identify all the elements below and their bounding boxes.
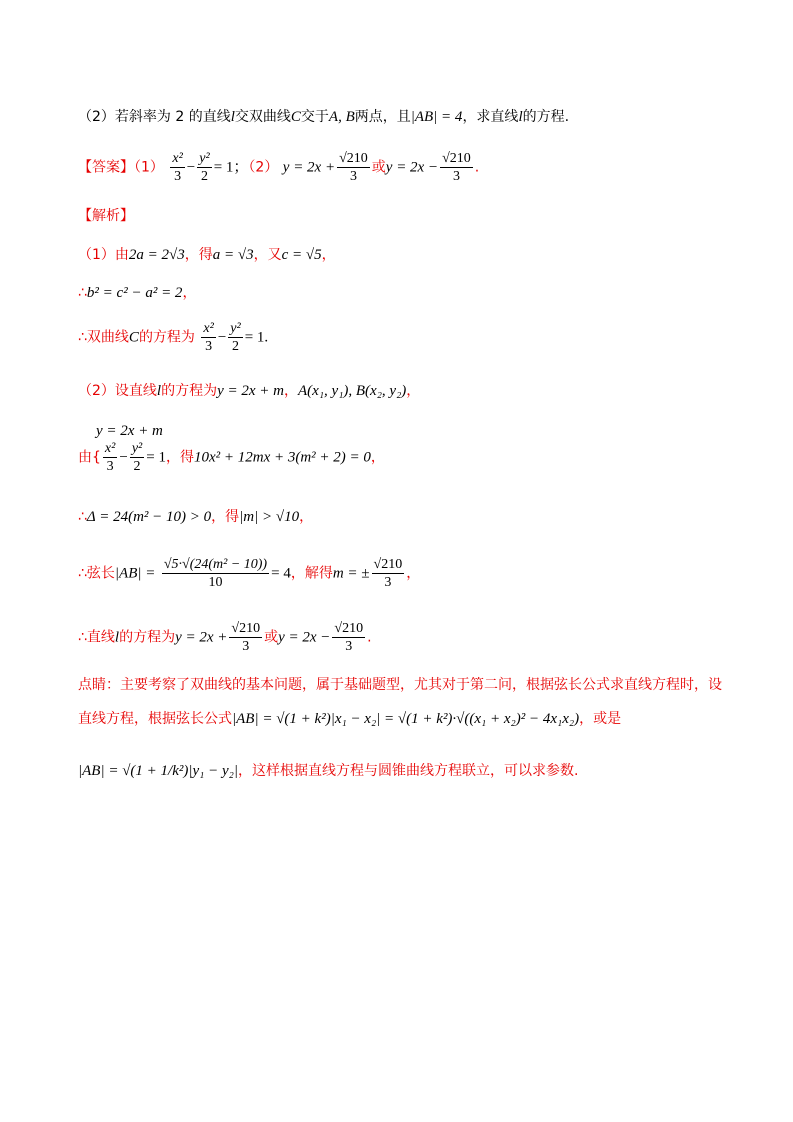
question-mid1: 交双曲线 <box>234 109 291 125</box>
var-l: l <box>230 109 235 125</box>
question-end: 的方程. <box>522 109 570 125</box>
analysis-step3: ∴双曲线C的方程为 $\frac{\text{x²}}{3}$ − $\frac{\text{y²}}{2}$ = 1. <box>78 321 269 354</box>
answer-line-b: y = 2x − <box>385 159 439 176</box>
points-ab: A, B <box>328 109 355 125</box>
eq-b2: b² = c² − a² = 2 <box>86 285 183 301</box>
answer-end: . <box>474 159 480 176</box>
fraction-y2-over-2-step5: $\frac{\text{y²}}{2}$ <box>131 441 143 474</box>
eq-c: c = √5 <box>281 247 322 263</box>
analysis-step7: ∴弦长|AB| = $\frac{\text{√5·√(24(m² − 10))}}{10}$ = 4，解得m = ± $\frac{√210}{3}$ ， <box>78 557 421 590</box>
question-prefix: （2）若斜率为 2 的直线 <box>78 109 231 125</box>
eq-a: a = √3 <box>212 247 254 263</box>
var-l-2: l <box>518 109 523 125</box>
eq-delta: Δ = 24(m² − 10) > 0 <box>86 509 212 525</box>
fraction-x2-over-3-step3: $\frac{\text{x²}}{3}$ <box>203 321 214 354</box>
var-c: C <box>290 109 301 125</box>
fraction-sqrt210-over-3-step8b: $\frac{√210}{3}$ <box>334 621 364 654</box>
fraction-y2-over-2-step3: $\frac{\text{y²}}{2}$ <box>230 321 241 354</box>
analysis-label: 【解析】 <box>78 208 134 224</box>
fraction-sqrt210-over-3: $\frac{√210}{3}$ <box>339 151 368 184</box>
answer-part2-label: （2） <box>248 159 279 176</box>
answer-label: 【答案】 <box>78 159 134 176</box>
points-a-b: A(x₁, y₁), B(x₂, y₂) <box>298 383 407 399</box>
fraction-sqrt210-over-3-step8a: $\frac{√210}{3}$ <box>231 621 261 654</box>
system-top-eq: y = 2x + m <box>96 423 163 439</box>
fraction-sqrt210-over-3-b: $\frac{√210}{3}$ <box>442 151 471 184</box>
tip-line1: 点睛：主要考察了双曲线的基本问题，属于基础题型，尤其对于第二问，根据弦长公式求直线方程时，设 <box>78 677 722 693</box>
analysis-step1: （1）由2a = 2√3，得a = √3，又c = √5， <box>78 247 336 263</box>
fraction-chord-length: $\frac{\text{√5·√(24(m² − 10))}}{10}$ <box>163 557 268 590</box>
analysis-step8: ∴直线l的方程为y = 2x + $\frac{√210}{3}$ 或y = 2x − $\frac{√210}{3}$ . <box>78 621 372 654</box>
analysis-step5: 由{ $\frac{\text{x²}}{3}$ − $\frac{\text{y²}}{2}$ = 1，得10x² + 12mx + 3(m² + 2) = 0， <box>78 441 385 474</box>
question-mid2: 交于 <box>300 109 329 125</box>
fraction-sqrt210-over-3-step7: $\frac{√210}{3}$ <box>373 557 403 590</box>
tip-line2: 直线方程，根据弦长公式|AB| = √(1 + k²)|x₁ − x₂| = √(1 + k²)·√((x₁ + x₂)² − 4x₁x₂)，或是 <box>78 711 622 727</box>
answer-line: 【答案】（1） $\frac{\text{x²}}{3}$ − $\frac{\text{y²}}{2}$ = 1；（2） y = 2x + $\frac{√210}{3}$ 或y = 2x − $\frac{√210}{3}$ . <box>78 151 480 184</box>
eq-m-pm: m = ± <box>332 565 370 582</box>
answer-line-a: y = 2x + <box>282 159 336 176</box>
answer-part1-tail: = 1； <box>213 159 249 176</box>
analysis-step6: ∴Δ = 24(m² − 10) > 0，得|m| > √10， <box>78 509 314 525</box>
question-mid3: 两点，且 <box>354 109 411 125</box>
abs-ab-step7: |AB| = <box>114 565 156 582</box>
eq-2a: 2a = 2√3 <box>128 247 185 263</box>
abs-ab: |AB| = 4 <box>410 109 463 125</box>
question-line <box>78 110 569 125</box>
answer-or: 或 <box>371 159 386 176</box>
analysis-step4: （2）设直线l的方程为y = 2x + m，A(x₁, y₁), B(x₂, y₂)， <box>78 383 421 399</box>
eq-line-m: y = 2x + m <box>217 383 284 399</box>
fraction-y2-over-2: $\frac{\text{y²}}{2}$ <box>199 151 210 184</box>
analysis-step2: ∴b² = c² − a² = 2， <box>78 285 197 301</box>
question-suffix: ，求直线 <box>462 109 519 125</box>
chord-formula-x: |AB| = √(1 + k²)|x₁ − x₂| = √(1 + k²)·√((x₁ + x₂)² − 4x₁x₂) <box>232 711 580 727</box>
eq-abs-m: |m| > √10 <box>239 509 300 525</box>
fraction-x2-over-3: $\frac{\text{x²}}{3}$ <box>172 151 183 184</box>
fraction-x2-over-3-step5: $\frac{\text{x²}}{3}$ <box>104 441 116 474</box>
eq-quadratic: 10x² + 12mx + 3(m² + 2) = 0 <box>193 449 371 466</box>
answer-part1-label: （1） <box>134 159 164 176</box>
chord-formula-y: |AB| = √(1 + 1/k²)|y₁ − y₂| <box>78 763 238 779</box>
tip-line3: |AB| = √(1 + 1/k²)|y₁ − y₂|，这样根据直线方程与圆锥曲线方程联立，可以求参数. <box>78 763 579 779</box>
